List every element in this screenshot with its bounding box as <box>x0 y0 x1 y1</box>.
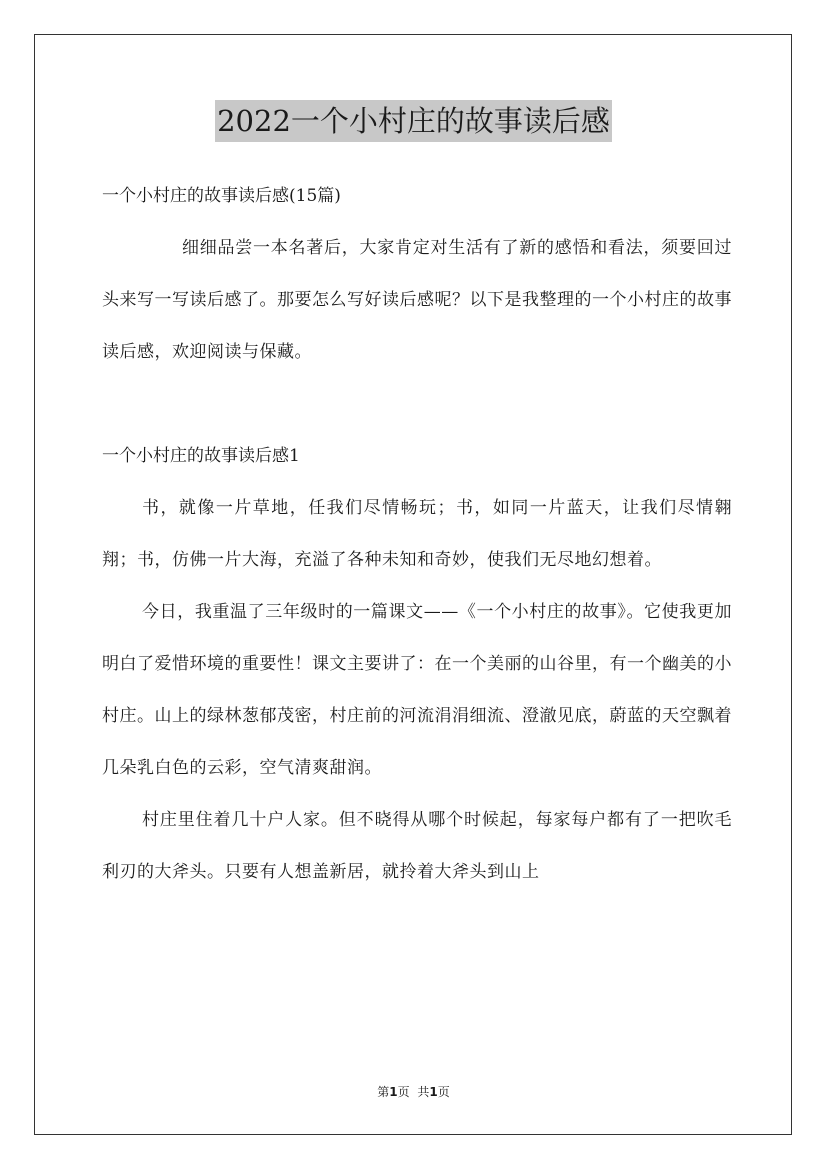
body-paragraph-3: 村庄里住着几十户人家。但不晓得从哪个时候起，每家每户都有了一把吹毛利刃的大斧头。只要有人想盖新居，就拎着大斧头到山上 <box>102 810 732 882</box>
document-body <box>102 170 732 898</box>
page-prefix: 第 <box>377 1085 390 1099</box>
document-subtitle: 一个小村庄的故事读后感(15篇) <box>102 186 341 206</box>
page-footer <box>0 1083 827 1100</box>
page-current: 1 <box>389 1085 398 1099</box>
body-paragraph-1: 书，就像一片草地，任我们尽情畅玩；书，如同一片蓝天，让我们尽情翱翔；书，仿佛一片大海，充溢了各种未知和奇妙，使我们无尽地幻想着。 <box>102 498 732 570</box>
section-spacer <box>102 378 732 430</box>
document-title: 2022一个小村庄的故事读后感 <box>215 100 612 142</box>
page-total: 1 <box>429 1085 438 1099</box>
section-heading-1: 一个小村庄的故事读后感1 <box>102 446 300 466</box>
total-prefix: 共 <box>417 1085 430 1099</box>
total-suffix: 页 <box>437 1085 450 1099</box>
intro-paragraph: 细细品尝一本名著后，大家肯定对生活有了新的感悟和看法，须要回过头来写一写读后感了。那要怎么写好读后感呢？以下是我整理的一个小村庄的故事读后感，欢迎阅读与保藏。 <box>102 238 732 362</box>
body-paragraph-2: 今日，我重温了三年级时的一篇课文——《一个小村庄的故事》。它使我更加明白了爱惜环境的重要性！课文主要讲了：在一个美丽的山谷里，有一个幽美的小村庄。山上的绿林葱郁茂密，村庄前的河流涓涓细流、澄澈见底，蔚蓝的天空飘着几朵乳白色的云彩，空气清爽甜润。 <box>102 602 732 778</box>
title-container <box>0 100 827 142</box>
page-suffix: 页 <box>397 1085 410 1099</box>
